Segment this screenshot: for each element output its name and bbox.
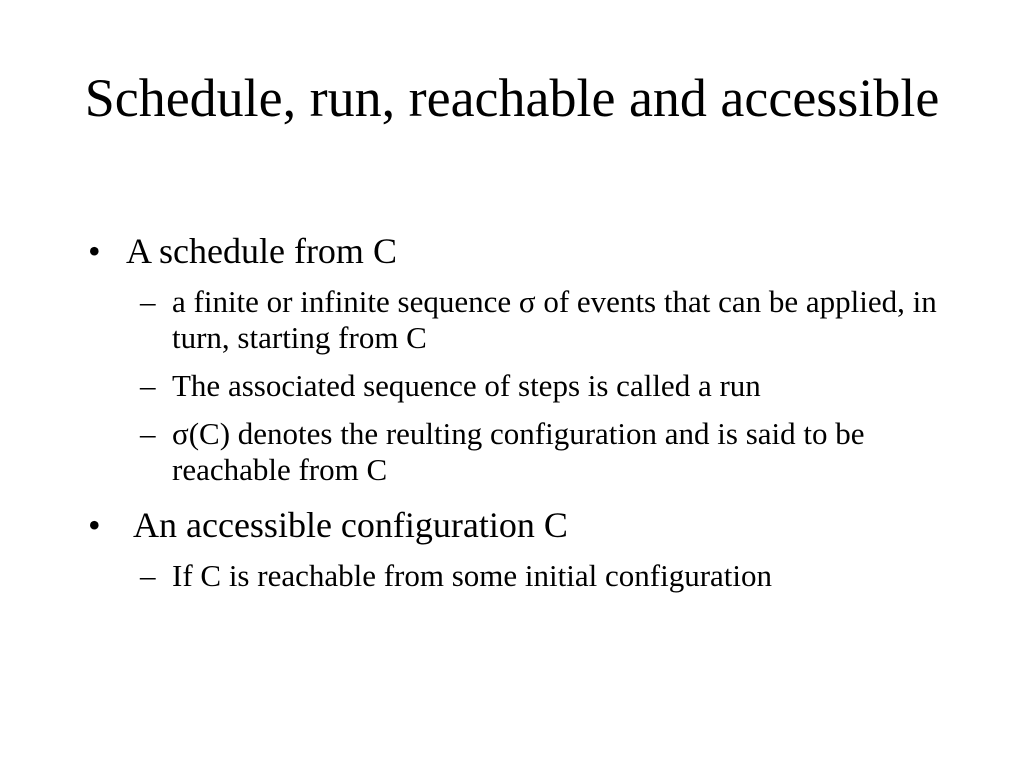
sub-list [88,558,948,594]
sub-bullet-item [88,368,948,404]
slide-content [88,230,948,594]
sub-list [88,284,948,488]
bullet-glyph: • [88,231,101,271]
bullet-text: A schedule from C [126,231,397,271]
bullet-glyph: • [88,505,101,545]
sub-bullet-item [88,416,948,488]
bullet-item [88,504,948,546]
sub-bullet-text: If C is reachable from some initial configuration [172,558,773,593]
sub-bullet-item [88,558,948,594]
dash-glyph: – [140,558,156,593]
sub-bullet-text: σ(C) denotes the reulting configuration and is said to be reachable from C [172,416,865,487]
sub-bullet-text: The associated sequence of steps is called a run [172,368,761,403]
dash-glyph: – [140,284,156,319]
sub-bullet-item [88,284,948,356]
sub-bullet-text: a finite or infinite sequence σ of events that can be applied, in turn, starting from C [172,284,937,355]
slide-title: Schedule, run, reachable and accessible [84,68,940,128]
bullet-item [88,230,948,272]
bullet-text: An accessible configuration C [126,505,568,545]
dash-glyph: – [140,368,156,403]
dash-glyph: – [140,416,156,451]
